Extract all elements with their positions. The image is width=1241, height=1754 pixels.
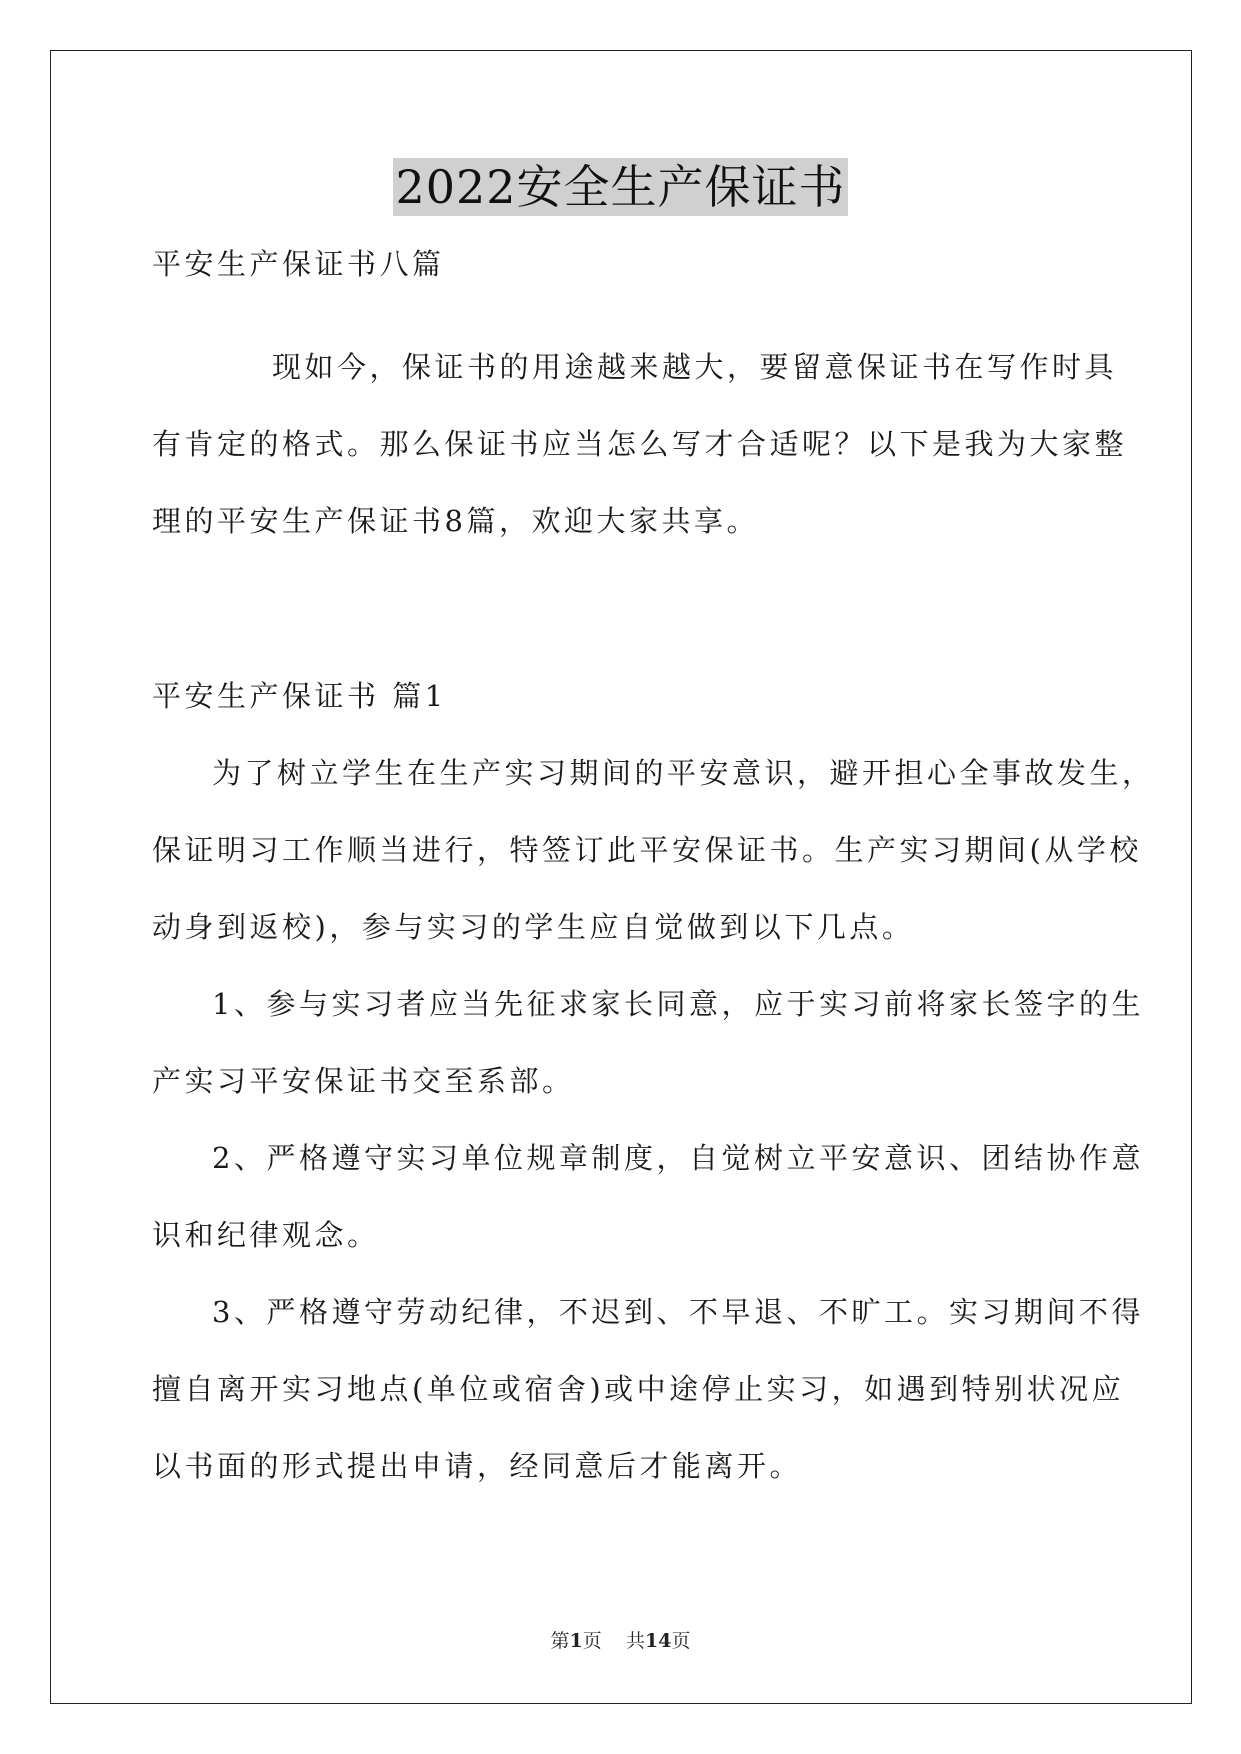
intro-line-2: 有肯定的格式。那么保证书应当怎么写才合适呢？以下是我为大家整: [152, 427, 1128, 461]
document-title: 2022安全生产保证书: [395, 160, 846, 214]
document-subtitle: 平安生产保证书八篇: [152, 247, 445, 281]
body-line-8: 3、严格遵守劳动纪律，不迟到、不早退、不旷工。实习期间不得: [212, 1295, 1144, 1329]
body-line-4: 1、参与实习者应当先征求家长同意，应于实习前将家长签字的生: [212, 987, 1144, 1021]
page-current: 1: [569, 1630, 583, 1652]
body-line-5: 产实习平安保证书交至系部。: [152, 1064, 575, 1098]
page-prefix: 第: [550, 1630, 570, 1652]
total-prefix: 共: [625, 1630, 645, 1652]
body-line-2: 保证明习工作顺当进行，特签订此平安保证书。生产实习期间(从学校: [152, 833, 1142, 867]
body-line-6: 2、严格遵守实习单位规章制度，自觉树立平安意识、团结协作意: [212, 1141, 1144, 1175]
intro-line-3: 理的平安生产保证书8篇，欢迎大家共享。: [152, 504, 759, 538]
intro-line-1: 现如今，保证书的用途越来越大，要留意保证书在写作时具: [272, 350, 1118, 384]
section-heading: 平安生产保证书 篇1: [152, 679, 447, 713]
total-suffix: 页: [671, 1630, 691, 1652]
body-line-7: 识和纪律观念。: [152, 1218, 380, 1252]
body-line-1: 为了树立学生在生产实习期间的平安意识，避开担心全事故发生，: [212, 756, 1155, 790]
title-container: [0, 158, 1241, 216]
page-suffix: 页: [582, 1630, 602, 1652]
body-line-3: 动身到返校)，参与实习的学生应自觉做到以下几点。: [152, 910, 915, 944]
page-footer: [0, 1628, 1241, 1654]
body-line-10: 以书面的形式提出申请，经同意后才能离开。: [152, 1449, 803, 1483]
body-line-9: 擅自离开实习地点(单位或宿舍)或中途停止实习，如遇到特别状况应: [152, 1372, 1125, 1406]
page-total: 14: [644, 1630, 672, 1652]
